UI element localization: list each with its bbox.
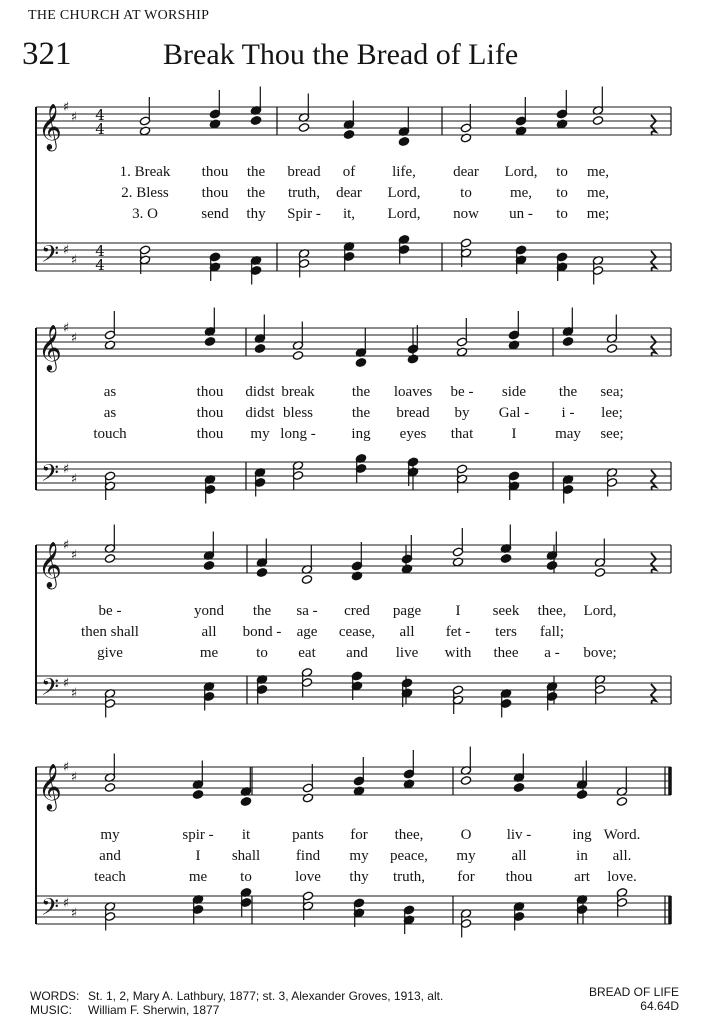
lyric-syllable: for: [350, 827, 368, 843]
lyric-syllable: the: [246, 164, 266, 180]
lyric-syllable: me,: [586, 185, 610, 201]
lyric-syllable: peace,: [390, 848, 428, 864]
lyric-syllable: as: [103, 384, 117, 400]
quarter-rest: [651, 470, 656, 490]
words-text: St. 1, 2, Mary A. Lathbury, 1877; st. 3, Alexander Groves, 1913, alt.: [88, 989, 444, 1003]
lyric-syllable: cease,: [338, 624, 376, 640]
quarter-rest: [651, 336, 656, 356]
note-head: [355, 358, 366, 368]
lyric-syllable: teach: [94, 869, 126, 885]
lyric-syllable: then shall: [81, 624, 139, 640]
note-head: [594, 568, 605, 578]
lyric-syllable: to: [460, 185, 472, 201]
lyric-syllable: and: [99, 848, 121, 864]
treble-clef: 𝄞: [38, 542, 62, 588]
lyric-syllable: fall;: [539, 624, 565, 640]
key-signature-sharp: ♯: [62, 100, 70, 115]
lyric-syllable: O: [460, 827, 472, 843]
lyric-syllable: ters: [495, 624, 517, 640]
lyric-syllable: un -: [509, 206, 533, 222]
lyric-syllable: bove;: [583, 645, 617, 661]
lyric-syllable: thou: [196, 405, 224, 421]
lyric-syllable: page: [392, 603, 422, 619]
lyric-syllable: Gal -: [498, 405, 530, 421]
lyric-syllable: of: [342, 164, 356, 180]
tune-info: [589, 985, 679, 1013]
credits: [30, 989, 443, 1017]
note-head: [460, 776, 471, 786]
note-head: [298, 123, 309, 133]
bass-clef: 𝄢: [40, 673, 60, 706]
music-label: MUSIC:: [30, 1003, 72, 1017]
note-head: [616, 797, 627, 807]
lyric-syllable: thou: [505, 869, 533, 885]
lyric-syllable: me,: [509, 185, 533, 201]
note-head: [398, 137, 409, 147]
note-head: [203, 561, 214, 571]
lyric-syllable: it,: [342, 206, 356, 222]
key-signature-sharp: ♯: [70, 110, 78, 125]
lyric-syllable: I: [195, 848, 201, 864]
lyric-syllable: bless: [283, 405, 313, 421]
section-heading: THE CHURCH AT WORSHIP: [28, 8, 210, 23]
lyric-syllable: lee;: [601, 405, 623, 421]
note-head: [343, 130, 354, 140]
lyric-syllable: ing: [351, 426, 371, 442]
lyric-syllable: all: [399, 624, 415, 640]
lyric-syllable: Lord,: [583, 603, 617, 619]
key-signature-sharp: ♯: [70, 770, 78, 785]
lyric-syllable: me;: [586, 206, 610, 222]
note-head: [562, 337, 573, 347]
key-signature-sharp: ♯: [70, 253, 78, 268]
note-head: [592, 116, 603, 126]
lyric-syllable: my: [100, 827, 120, 843]
lyric-syllable: my: [250, 426, 270, 442]
lyric-syllable: to: [556, 185, 568, 201]
key-signature-sharp: ♯: [62, 243, 70, 258]
lyric-syllable: thou: [201, 185, 229, 201]
lyric-syllable: a -: [544, 645, 560, 661]
lyric-syllable: give: [97, 645, 123, 661]
lyric-syllable: ing: [572, 827, 592, 843]
lyric-syllable: loaves: [393, 384, 433, 400]
note-head: [292, 351, 303, 361]
lyric-syllable: my: [456, 848, 476, 864]
lyric-syllable: thou: [196, 384, 224, 400]
key-signature-sharp: ♯: [62, 896, 70, 911]
quarter-rest: [651, 251, 656, 271]
lyric-syllable: bread: [396, 405, 430, 421]
lyric-syllable: pants: [292, 827, 324, 843]
lyric-syllable: Spir -: [287, 206, 321, 222]
key-signature-sharp: ♯: [62, 462, 70, 477]
lyric-syllable: Lord,: [504, 164, 538, 180]
lyric-syllable: with: [444, 645, 472, 661]
key-signature-sharp: ♯: [62, 538, 70, 553]
lyric-syllable: art: [574, 869, 590, 885]
bass-clef: 𝄢: [40, 893, 60, 926]
lyric-syllable: thee,: [394, 827, 424, 843]
lyric-syllable: now: [453, 206, 479, 222]
note-head: [576, 790, 587, 800]
lyric-syllable: touch: [93, 426, 127, 442]
lyric-syllable: liv -: [506, 827, 532, 843]
note-head: [606, 344, 617, 354]
lyric-syllable: break: [281, 384, 315, 400]
lyric-syllable: cred: [344, 603, 370, 619]
quarter-rest: [651, 684, 656, 704]
lyric-syllable: all: [511, 848, 527, 864]
lyric-syllable: that: [450, 426, 474, 442]
lyric-syllable: it: [241, 827, 251, 843]
lyric-syllable: 1. Break: [119, 164, 171, 180]
time-signature-bottom: 4: [95, 120, 105, 138]
note-head: [240, 797, 251, 807]
lyric-syllable: to: [240, 869, 252, 885]
note-head: [192, 790, 203, 800]
lyric-syllable: age: [296, 624, 318, 640]
lyric-syllable: thee: [493, 645, 519, 661]
lyric-syllable: eyes: [399, 426, 427, 442]
note-head: [513, 783, 524, 793]
key-signature-sharp: ♯: [70, 548, 78, 563]
note-head: [104, 783, 115, 793]
note-head: [256, 568, 267, 578]
lyric-syllable: thou: [201, 164, 229, 180]
words-label: WORDS:: [30, 989, 80, 1003]
treble-clef: 𝄞: [38, 104, 62, 150]
lyric-syllable: sea;: [600, 384, 624, 400]
lyric-syllable: to: [556, 164, 568, 180]
lyric-syllable: spir -: [182, 827, 214, 843]
tune-meter: 64.64D: [640, 999, 679, 1013]
lyric-syllable: find: [295, 848, 321, 864]
lyric-syllable: 3. O: [132, 206, 158, 222]
lyric-syllable: for: [457, 869, 475, 885]
lyric-syllable: Lord,: [387, 185, 421, 201]
lyric-syllable: bread: [287, 164, 321, 180]
lyric-syllable: see;: [600, 426, 624, 442]
lyric-syllable: send: [201, 206, 229, 222]
lyric-syllable: thee,: [537, 603, 567, 619]
words-credit: [30, 989, 443, 1003]
key-signature-sharp: ♯: [62, 676, 70, 691]
key-signature-sharp: ♯: [70, 906, 78, 921]
lyric-syllable: sa -: [296, 603, 318, 619]
lyric-syllable: be -: [450, 384, 474, 400]
lyric-syllable: thy: [349, 869, 369, 885]
key-signature-sharp: ♯: [62, 760, 70, 775]
note-head: [301, 575, 312, 585]
note-head: [500, 554, 511, 564]
quarter-rest: [651, 115, 656, 135]
treble-clef: 𝄞: [38, 764, 62, 810]
lyric-syllable: I: [455, 603, 461, 619]
lyric-syllable: dear: [453, 164, 479, 180]
lyric-syllable: eat: [298, 645, 316, 661]
hymn-title: Break Thou the Bread of Life: [163, 38, 519, 71]
key-signature-sharp: ♯: [70, 686, 78, 701]
lyric-syllable: all: [201, 624, 217, 640]
key-signature-sharp: ♯: [70, 331, 78, 346]
lyric-syllable: live: [395, 645, 419, 661]
lyric-syllable: truth,: [392, 869, 426, 885]
lyric-syllable: may: [555, 426, 581, 442]
time-signature-top: 4: [95, 242, 105, 260]
lyric-syllable: life,: [392, 164, 416, 180]
lyric-syllable: i -: [561, 405, 575, 421]
quarter-rest: [651, 553, 656, 573]
lyric-syllable: as: [103, 405, 117, 421]
lyric-syllable: by: [454, 405, 470, 421]
lyric-syllable: Word.: [603, 827, 641, 843]
note-head: [204, 337, 215, 347]
lyric-syllable: fet -: [445, 624, 471, 640]
lyric-syllable: to: [256, 645, 268, 661]
lyric-syllable: long -: [280, 426, 316, 442]
music-text: William F. Sherwin, 1877: [88, 1003, 220, 1017]
lyric-syllable: bond -: [242, 624, 282, 640]
lyric-syllable: shall: [231, 848, 261, 864]
time-signature-bottom: 4: [95, 256, 105, 274]
lyric-syllable: seek: [492, 603, 520, 619]
note-head: [254, 344, 265, 354]
hymn-number: 321: [22, 36, 72, 72]
lyric-syllable: love.: [607, 869, 637, 885]
lyric-syllable: love: [295, 869, 321, 885]
lyric-syllable: the: [558, 384, 578, 400]
note-head: [250, 116, 261, 126]
music-credit: [30, 1003, 443, 1017]
lyric-syllable: truth,: [287, 185, 321, 201]
lyric-syllable: and: [346, 645, 368, 661]
lyric-syllable: 2. Bless: [121, 185, 169, 201]
key-signature-sharp: ♯: [62, 321, 70, 336]
lyric-syllable: me: [188, 869, 208, 885]
lyric-syllable: me,: [586, 164, 610, 180]
lyric-syllable: me: [199, 645, 219, 661]
lyric-syllable: the: [252, 603, 272, 619]
lyric-syllable: all.: [612, 848, 632, 864]
lyric-syllable: didst: [245, 405, 275, 421]
lyric-syllable: in: [576, 848, 588, 864]
lyric-syllable: to: [556, 206, 568, 222]
lyric-syllable: be -: [98, 603, 122, 619]
lyric-syllable: the: [351, 405, 371, 421]
lyric-syllable: the: [351, 384, 371, 400]
lyric-syllable: side: [501, 384, 527, 400]
lyric-syllable: I: [511, 426, 517, 442]
lyric-syllable: my: [349, 848, 369, 864]
tune-name: BREAD OF LIFE: [588, 985, 679, 999]
key-signature-sharp: ♯: [70, 472, 78, 487]
lyric-syllable: yond: [194, 603, 224, 619]
note-head: [104, 554, 115, 564]
lyric-syllable: Lord,: [387, 206, 421, 222]
lyric-syllable: didst: [245, 384, 275, 400]
time-signature-top: 4: [95, 106, 105, 124]
lyric-syllable: thou: [196, 426, 224, 442]
bass-clef: 𝄢: [40, 240, 60, 273]
bass-clef: 𝄢: [40, 459, 60, 492]
note-head: [546, 561, 557, 571]
lyric-syllable: the: [246, 185, 266, 201]
treble-clef: 𝄞: [38, 325, 62, 371]
lyric-syllable: thy: [246, 206, 266, 222]
lyric-syllable: dear: [336, 185, 362, 201]
